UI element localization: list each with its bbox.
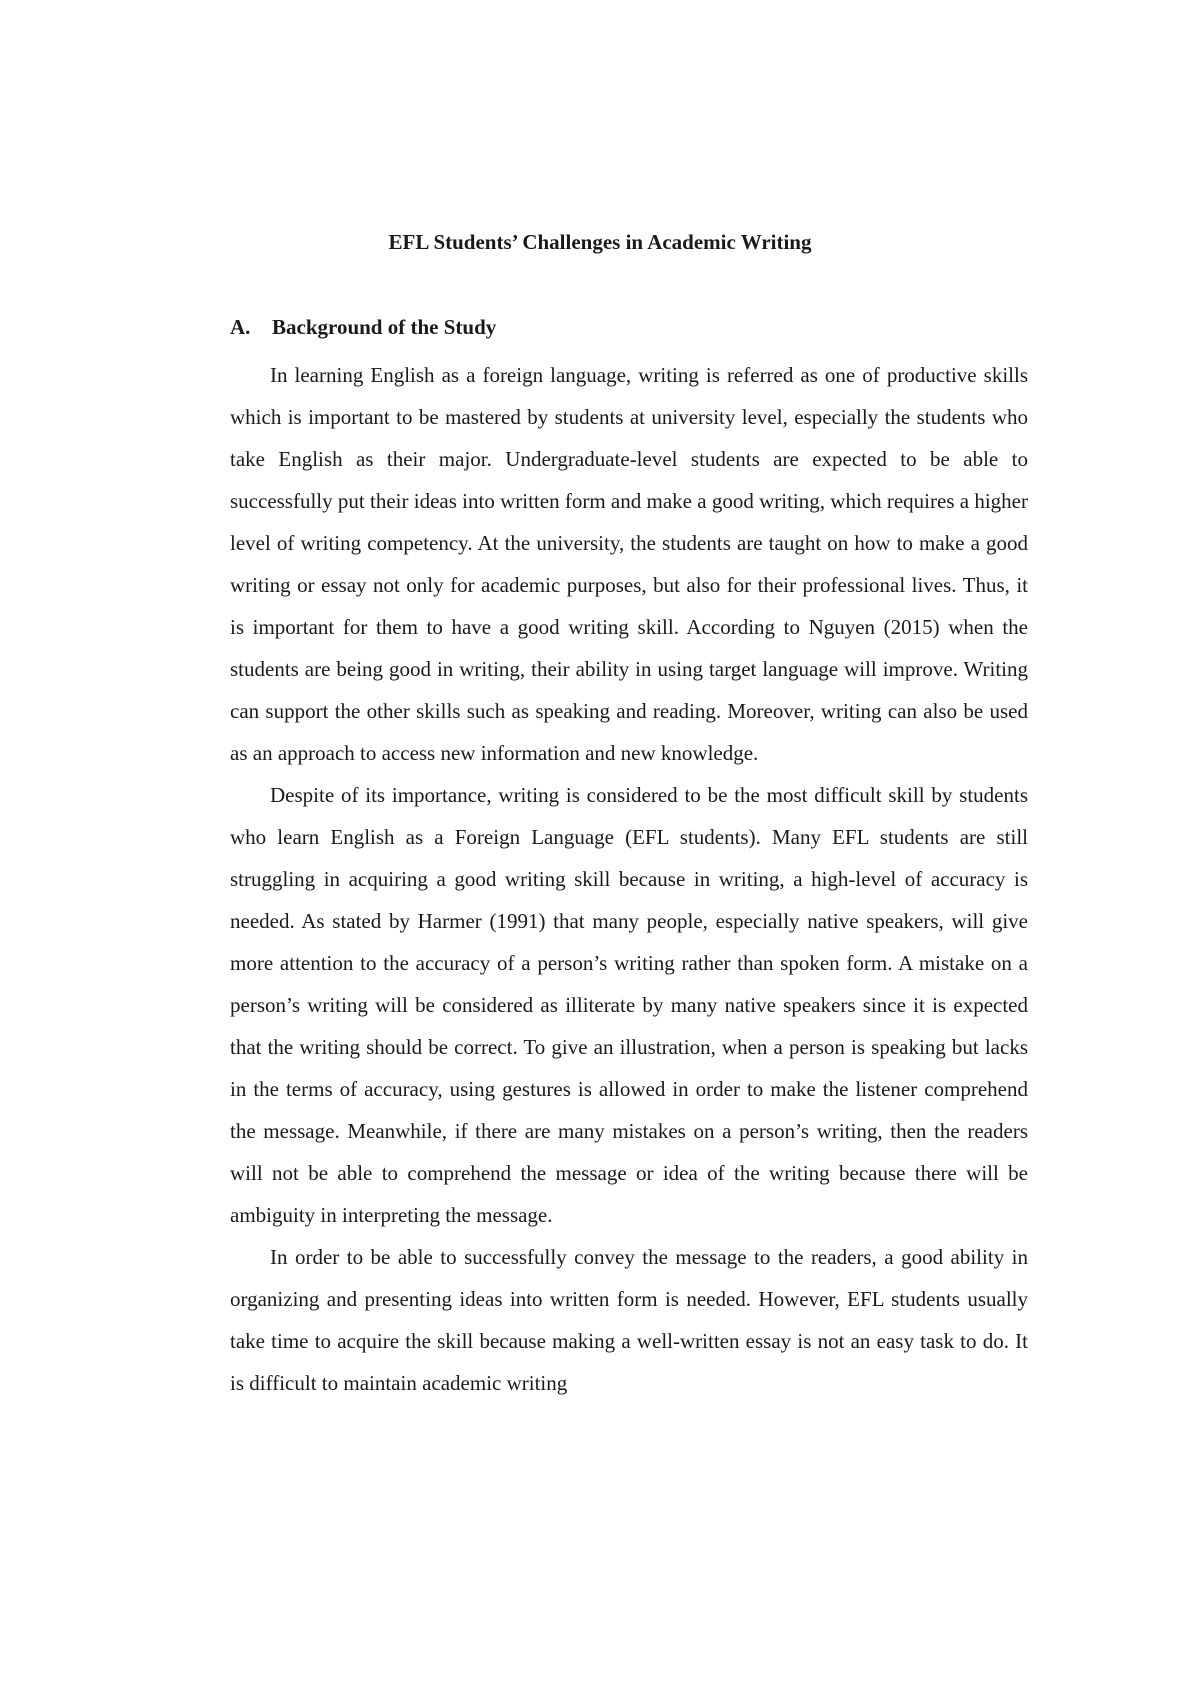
paragraph-3: In order to be able to successfully convey the message to the readers, a good ability in organizing and presenting ideas into written form is needed. However, EFL students usually take time to acquire the skill because making a well-written essay is not an easy task to do. It is difficult to maintain academic writing [230, 1245, 1028, 1395]
section-marker: A. [230, 315, 251, 339]
document-title: EFL Students’ Challenges in Academic Writing [388, 230, 812, 254]
paragraph-2: Despite of its importance, writing is considered to be the most difficult skill by students who learn English as a Foreign Language (EFL students). Many EFL students are still struggling in acquiring a good writing skill because in writing, a high-level of accuracy is needed. As stated by Harmer (1991) that many people, especially native speakers, will give more attention to the accuracy of a person’s writing rather than spoken form. A mistake on a person’s writing will be considered as illiterate by many native speakers since it is expected that the writing should be correct. To give an illustration, when a person is speaking but lacks in the terms of accuracy, using gestures is allowed in order to make the listener comprehend the message. Meanwhile, if there are many mistakes on a person’s writing, then the readers will not be able to comprehend the message or idea of the writing because there will be ambiguity in interpreting the message. [230, 783, 1028, 1227]
paragraph-1: In learning English as a foreign language, writing is referred as one of productive skills which is important to be mastered by students at university level, especially the students who take English as their major. Undergraduate-level students are expected to be able to successfully put their ideas into written form and make a good writing, which requires a higher level of writing competency. At the university, the students are taught on how to make a good writing or essay not only for academic purposes, but also for their professional lives. Thus, it is important for them to have a good writing skill. According to Nguyen (2015) when the students are being good in writing, their ability in using target language will improve. Writing can support the other skills such as speaking and reading. Moreover, writing can also be used as an approach to access new information and new knowledge. [230, 363, 1028, 765]
body-text [230, 354, 1028, 1404]
section-heading [230, 313, 496, 341]
section-heading-text: Background of the Study [272, 315, 497, 339]
